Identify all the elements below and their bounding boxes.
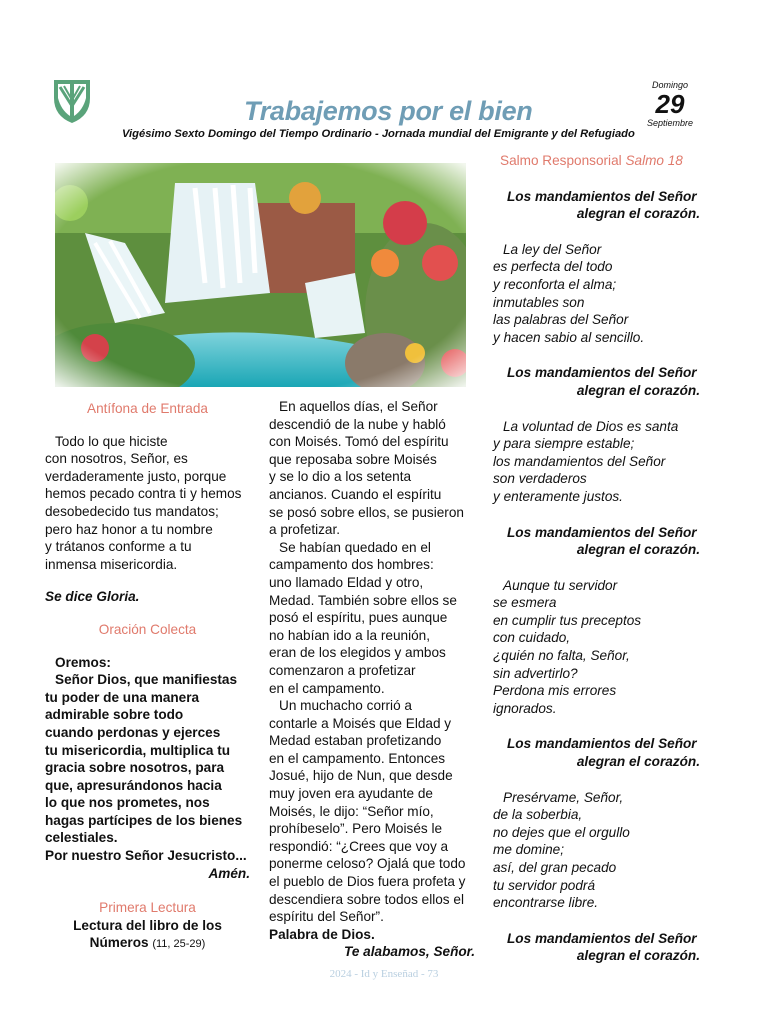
text-line: tu servidor podrá [493,877,596,893]
text-line: tu misericordia, multiplica tu [45,742,231,758]
text-line: se esmera [493,595,557,611]
text-line: uno llamado Eldad y otro, [269,574,424,590]
text-line: Todo lo que hiciste [55,433,168,449]
text-line: ignorados. [493,700,557,716]
text-line: de la soberbia, [493,807,583,823]
text-line: tu poder de una manera [45,689,200,705]
date-badge [640,80,700,128]
text-line: que, apresurándonos hacia [45,777,222,793]
text-line: En aquellos días, el Señor [279,399,438,414]
text-line: espíritu del Señor”. [269,909,384,925]
text-line: La voluntad de Dios es santa [503,418,679,434]
text-line: muy joven era ayudante de [269,786,433,802]
text-line: Aunque tu servidor [503,577,618,593]
text-line: pero haz honor a tu nombre [45,521,213,537]
lectura-heading: Primera Lectura [99,900,196,916]
text-line: campamento dos hombres: [269,557,434,573]
text-line: a profetizar. [269,522,341,538]
psalm-response [493,364,700,399]
response-line: alegran el corazón. [576,754,700,770]
column-right [493,152,700,965]
text-line: con Moisés. Tomó del espíritu [269,434,449,450]
text-line: La ley del Señor [503,241,602,257]
psalm-response [493,930,700,965]
text-line: cuando perdonas y ejerces [45,724,221,740]
text-line: Medad estaban profetizando [269,733,442,749]
text-line: celestiales. [45,830,118,846]
response-line: Los mandamientos del Señor [507,736,697,752]
text-line: prohíbeselo”. Pero Moisés le [269,821,443,837]
colecta-heading: Oración Colecta [98,621,197,637]
text-line: lo que nos prometes, nos [45,795,210,811]
text-line: es perfecta del todo [493,259,613,275]
text-line: en cumplir tus preceptos [493,612,642,628]
text-line: encontrarse libre. [493,895,599,911]
response-line: alegran el corazón. [576,542,700,558]
text-line: ponerme celoso? Ojalá que todo [269,856,466,872]
palabra-response: Te alabamos, Señor. [344,944,475,960]
text-line: Perdona mis errores [493,683,617,699]
text-line: son verdaderos [493,471,587,487]
text-line: y enteramente justos. [493,488,623,504]
text-line: comenzaron a profetizar [269,662,416,678]
colecta-text [45,654,250,883]
text-line: gracia sobre nosotros, para [45,760,225,776]
text-line: no habían ido a la reunión, [269,627,430,643]
text-line: admirable sobre todo [45,707,184,723]
text-line: descendiera sobre todos ellos el [269,891,464,907]
lectura-reference: (11, 25-29) [152,938,206,951]
column-left [45,400,250,954]
response-line: Los mandamientos del Señor [507,930,697,946]
text-line: los mandamientos del Señor [493,453,666,469]
text-line: se posó sobre ellos, se pusieron [269,504,464,520]
salmo-title: Salmo Responsorial [500,153,622,168]
lectura-title-line2 [45,934,250,954]
text-line: y para siempre estable; [493,436,635,452]
response-line: alegran el corazón. [576,948,700,964]
text-line: Presérvame, Señor, [503,789,624,805]
date-day: 29 [655,89,685,119]
text-line: con cuidado, [493,630,571,646]
response-line: Los mandamientos del Señor [507,188,697,204]
page-title: Trabajemos por el bien [244,96,533,126]
text-line: Medad. También sobre ellos se [269,592,457,608]
text-line: Se habían quedado en el [279,539,431,555]
entrada-heading: Antífona de Entrada [87,401,208,416]
page-footer: 2024 - Id y Enseñad - 73 [329,968,439,980]
psalm-verse [493,241,700,347]
text-line: ¿quién no falta, Señor, [493,648,630,664]
psalm-response [493,735,700,770]
text-line: Moisés, le dijo: “Señor mío, [269,803,434,819]
response-line: Los mandamientos del Señor [507,524,697,540]
text-line: ancianos. Cuando el espíritu [269,486,442,502]
text-line: respondió: “¿Crees que voy a [269,838,449,854]
text-line: Por nuestro Señor Jesucristo... [45,848,247,864]
lectura-book: Números [89,935,149,951]
text-line: y trátanos conforme a tu [45,539,192,555]
text-line: con nosotros, Señor, es [45,451,188,467]
psalm-verse [493,789,700,912]
text-line: Oremos: [55,654,111,670]
text-line: Un muchacho corrió a [279,698,412,714]
salmo-reference: Salmo 18 [625,153,683,168]
psalm-verse [493,577,700,718]
text-line: inmutables son [493,294,585,310]
text-line: sin advertirlo? [493,665,578,681]
column-middle [269,398,475,961]
text-line: así, del gran pecado [493,860,617,875]
psalm-response [493,188,700,223]
text-line: desobedecido tus mandatos; [45,503,219,519]
text-line: hagas partícipes de los bienes [45,812,243,828]
response-line: alegran el corazón. [576,206,700,222]
text-line: en el campamento. [269,680,385,696]
text-line: hemos pecado contra ti y hemos [45,486,242,502]
date-month: Septiembre [646,118,694,128]
text-line: Señor Dios, que manifiestas [55,672,238,688]
text-line: me domine; [493,842,565,858]
text-line: Josué, hijo de Nun, que desde [269,768,453,784]
response-line: alegran el corazón. [576,382,700,398]
text-line: en el campamento. Entonces [269,750,446,766]
text-line: las palabras del Señor [493,312,629,328]
text-line: y reconforta el alma; [493,276,617,292]
amen-text: Amén. [208,865,250,881]
response-line: Los mandamientos del Señor [507,365,697,381]
psalm-verse [493,418,700,506]
text-line: verdaderamente justo, porque [45,468,227,484]
text-line: y se lo dio a los setenta [269,469,412,485]
shield-logo-icon [53,78,91,124]
entrada-text [45,433,250,574]
text-line: eran de los elegidos y ambos [269,645,446,661]
date-weekday: Domingo [651,80,689,90]
waterfall-landscape-photo [55,163,466,387]
palabra-closing: Palabra de Dios. [269,926,375,942]
lectura-title: Lectura del libro de los [73,917,222,933]
salmo-heading [493,152,700,170]
text-line: inmensa misericordia. [45,556,178,572]
page-subtitle: Vigésimo Sexto Domingo del Tiempo Ordinario - Jornada mundial del Emigrante y del Refugiado [122,128,635,140]
text-line: contarle a Moisés que Eldad y [269,715,452,731]
text-line: el pueblo de Dios fuera profeta y [269,874,466,890]
text-line: que reposaba sobre Moisés [269,451,437,467]
text-line: posó el espíritu, pues aunque [269,610,448,626]
gloria-note: Se dice Gloria. [45,589,140,605]
text-line: y hacen sabio al sencillo. [493,329,645,345]
psalm-response [493,524,700,559]
text-line: no dejes que el orgullo [493,824,630,840]
text-line: descendió de la nube y habló [269,416,446,432]
